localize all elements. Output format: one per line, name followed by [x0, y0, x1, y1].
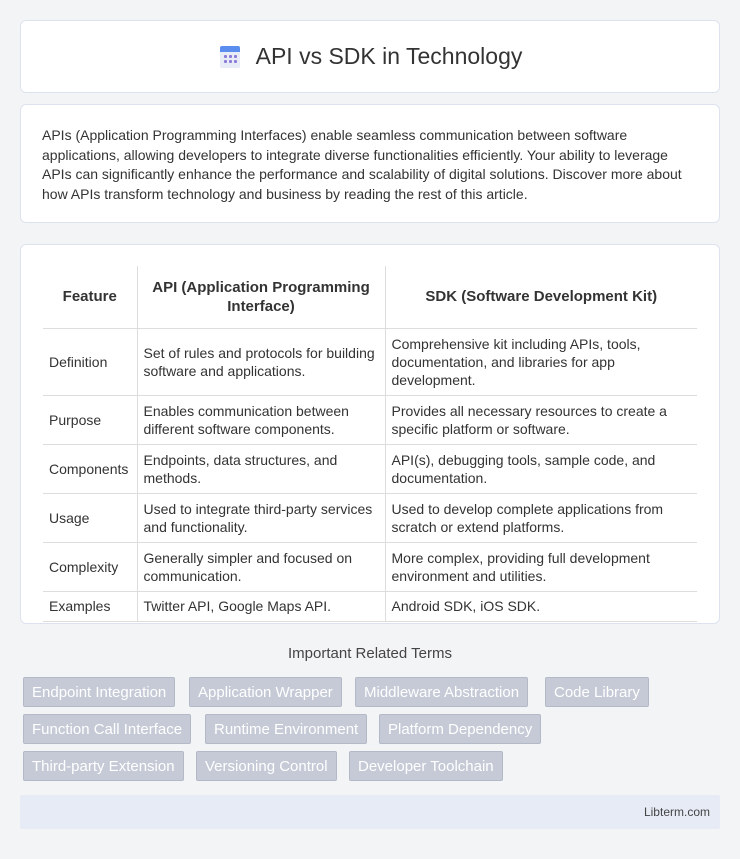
intro-paragraph: APIs (Application Programming Interfaces) enable seamless communication between software applications, allowing developers to integrate diverse functionalities efficiently. Your ability to leverage APIs can significantly enhance the performance and scalability of digital solutions. Discover more about how APIs transform technology and business by reading the rest of this article.	[42, 127, 682, 202]
tag-middleware-abstraction[interactable]: Middleware Abstraction	[355, 677, 528, 707]
comparison-table	[43, 266, 697, 622]
row-feature: Examples	[43, 591, 137, 621]
row-api: Twitter API, Google Maps API.	[137, 591, 385, 621]
row-feature: Components	[43, 444, 137, 493]
footer	[20, 795, 720, 829]
row-sdk: Android SDK, iOS SDK.	[385, 591, 697, 621]
comparison-table-card	[20, 244, 720, 624]
header-feature: Feature	[43, 266, 137, 328]
tag-application-wrapper[interactable]: Application Wrapper	[189, 677, 342, 707]
footer-site-link[interactable]: Libterm.com	[643, 805, 710, 819]
tag-platform-dependency[interactable]: Platform Dependency	[379, 714, 541, 744]
row-feature: Complexity	[43, 542, 137, 591]
row-api: Used to integrate third-party services and functionality.	[137, 493, 385, 542]
row-sdk: Provides all necessary resources to create a specific platform or software.	[385, 395, 697, 444]
row-api: Generally simpler and focused on communication.	[137, 542, 385, 591]
tag-third-party-extension[interactable]: Third-party Extension	[23, 751, 184, 781]
row-sdk: API(s), debugging tools, sample code, and documentation.	[385, 444, 697, 493]
tag-developer-toolchain[interactable]: Developer Toolchain	[349, 751, 503, 781]
row-sdk: Comprehensive kit including APIs, tools, documentation, and libraries for app development.	[385, 328, 697, 395]
tag-function-call-interface[interactable]: Function Call Interface	[23, 714, 191, 744]
related-terms-title: Important Related Terms	[288, 645, 452, 662]
page-title: API vs SDK in Technology	[255, 43, 523, 69]
row-sdk: More complex, providing full development environment and utilities.	[385, 542, 697, 591]
table-row	[43, 542, 697, 591]
table-header-row	[43, 266, 697, 328]
row-feature: Purpose	[43, 395, 137, 444]
row-sdk: Used to develop complete applications from scratch or extend platforms.	[385, 493, 697, 542]
tag-code-library[interactable]: Code Library	[545, 677, 649, 707]
intro-card	[20, 104, 720, 223]
header-sdk: SDK (Software Development Kit)	[385, 266, 697, 328]
title-card	[20, 20, 720, 93]
tag-endpoint-integration[interactable]: Endpoint Integration	[23, 677, 175, 707]
header-api: API (Application Programming Interface)	[137, 266, 385, 328]
table-row	[43, 328, 697, 395]
table-row	[43, 493, 697, 542]
table-row	[43, 444, 697, 493]
tag-runtime-environment[interactable]: Runtime Environment	[205, 714, 367, 744]
row-api: Set of rules and protocols for building software and applications.	[137, 328, 385, 395]
row-api: Endpoints, data structures, and methods.	[137, 444, 385, 493]
table-row	[43, 591, 697, 621]
row-feature: Usage	[43, 493, 137, 542]
row-api: Enables communication between different software components.	[137, 395, 385, 444]
calculator-icon	[218, 45, 242, 69]
table-row	[43, 395, 697, 444]
tag-versioning-control[interactable]: Versioning Control	[196, 751, 337, 781]
row-feature: Definition	[43, 328, 137, 395]
